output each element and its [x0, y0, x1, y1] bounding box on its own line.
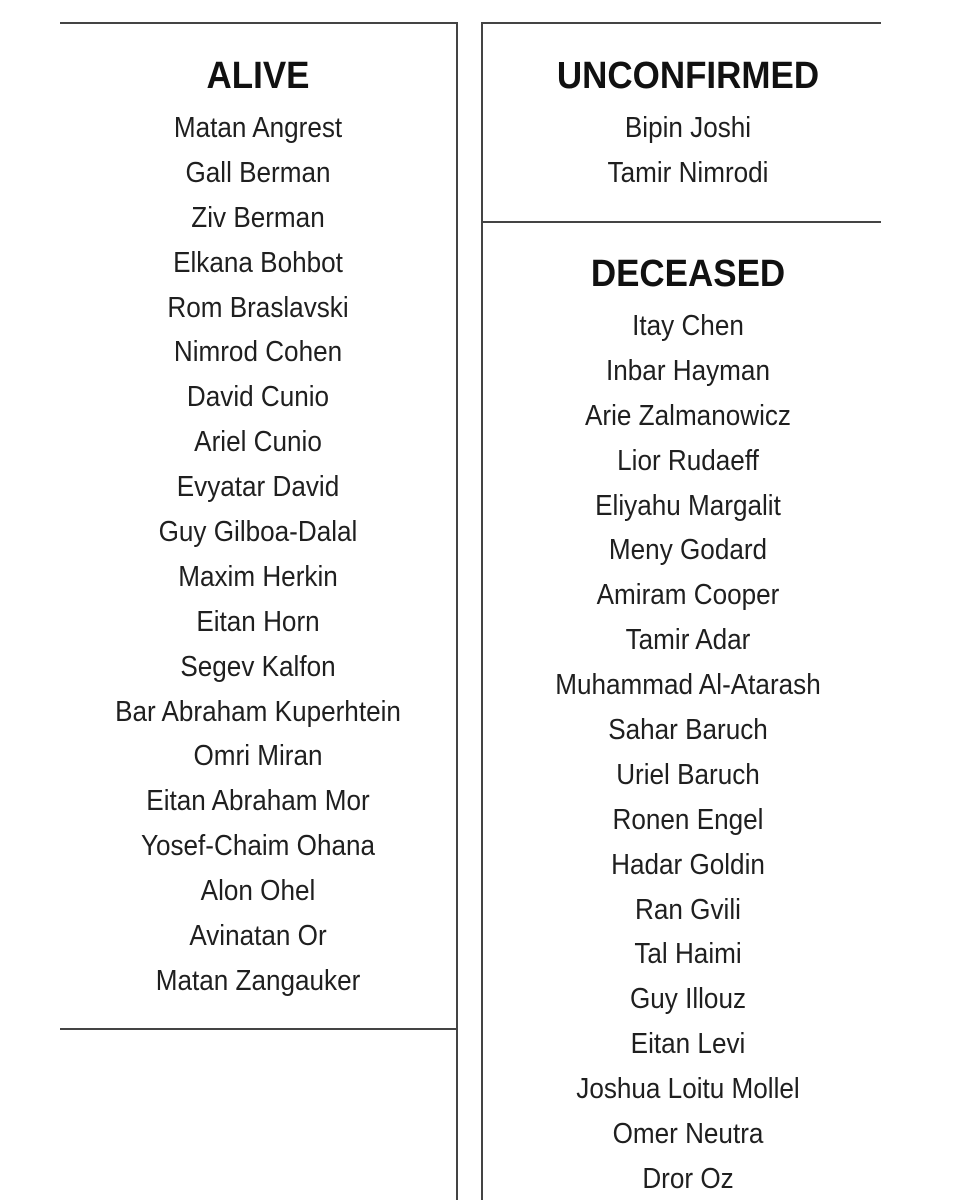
- list-item: Bar Abraham Kuperhtein: [115, 695, 401, 728]
- list-item: Alon Ohel: [200, 875, 316, 908]
- list-item: Eliyahu Margalit: [595, 489, 781, 522]
- list-item: Guy Illouz: [629, 983, 747, 1016]
- deceased-top-rule: [481, 221, 881, 223]
- alive-name-list: [60, 106, 456, 1004]
- alive-heading: ALIVE: [206, 55, 310, 97]
- list-item: Elkana Bohbot: [173, 246, 343, 279]
- list-item: Rom Braslavski: [167, 291, 349, 324]
- list-item: Avinatan Or: [189, 920, 327, 953]
- list-item: Arie Zalmanowicz: [585, 399, 791, 432]
- list-item: Dror Oz: [642, 1162, 734, 1195]
- deceased-name-list: [483, 304, 893, 1202]
- list-item: Sahar Baruch: [608, 714, 768, 747]
- list-item: Eitan Horn: [196, 605, 320, 638]
- list-item: Nimrod Cohen: [173, 336, 343, 369]
- list-item: Omer Neutra: [612, 1118, 764, 1151]
- list-item: Bipin Joshi: [624, 112, 752, 144]
- list-item: David Cunio: [186, 381, 330, 414]
- list-item: Lior Rudaeff: [617, 444, 759, 477]
- alive-top-rule: [60, 22, 457, 24]
- list-item: Muhammad Al-Atarash: [555, 669, 821, 702]
- list-item: Meny Godard: [608, 534, 768, 567]
- list-item: Guy Gilboa-Dalal: [158, 516, 358, 549]
- list-item: Inbar Hayman: [606, 354, 770, 387]
- unconfirmed-name-list: [483, 106, 893, 196]
- list-item: Matan Angrest: [173, 112, 343, 144]
- list-item: Uriel Baruch: [616, 758, 760, 791]
- unconfirmed-heading: UNCONFIRMED: [556, 55, 820, 97]
- alive-bottom-rule: [60, 1028, 457, 1030]
- list-item: Gall Berman: [185, 156, 331, 189]
- list-item: Amiram Cooper: [596, 579, 780, 612]
- list-item: Ziv Berman: [191, 201, 325, 234]
- alive-right-rule: [456, 22, 458, 1200]
- list-item: Maxim Herkin: [178, 560, 338, 593]
- list-item: Omri Miran: [193, 740, 323, 773]
- list-item: Evyatar David: [176, 471, 340, 504]
- list-item: Ronen Engel: [612, 803, 764, 836]
- list-item: Eitan Abraham Mor: [146, 785, 370, 818]
- list-item: Yosef-Chaim Ohana: [140, 830, 376, 863]
- deceased-section: [483, 252, 893, 1202]
- list-item: Itay Chen: [632, 310, 744, 342]
- list-item: Tamir Adar: [625, 624, 751, 657]
- deceased-heading: DECEASED: [590, 253, 786, 295]
- list-item: Eitan Levi: [630, 1028, 746, 1061]
- list-item: Hadar Goldin: [611, 848, 765, 881]
- list-item: Segev Kalfon: [180, 650, 336, 683]
- list-item: Matan Zangauker: [155, 964, 361, 997]
- unconfirmed-top-rule: [481, 22, 881, 24]
- alive-section: [60, 54, 456, 1004]
- list-item: Joshua Loitu Mollel: [576, 1073, 800, 1106]
- list-item: Tamir Nimrodi: [607, 156, 769, 189]
- list-item: Ariel Cunio: [194, 426, 322, 459]
- list-item: Ran Gvili: [635, 893, 741, 926]
- unconfirmed-section: [483, 54, 893, 196]
- list-item: Tal Haimi: [634, 938, 742, 971]
